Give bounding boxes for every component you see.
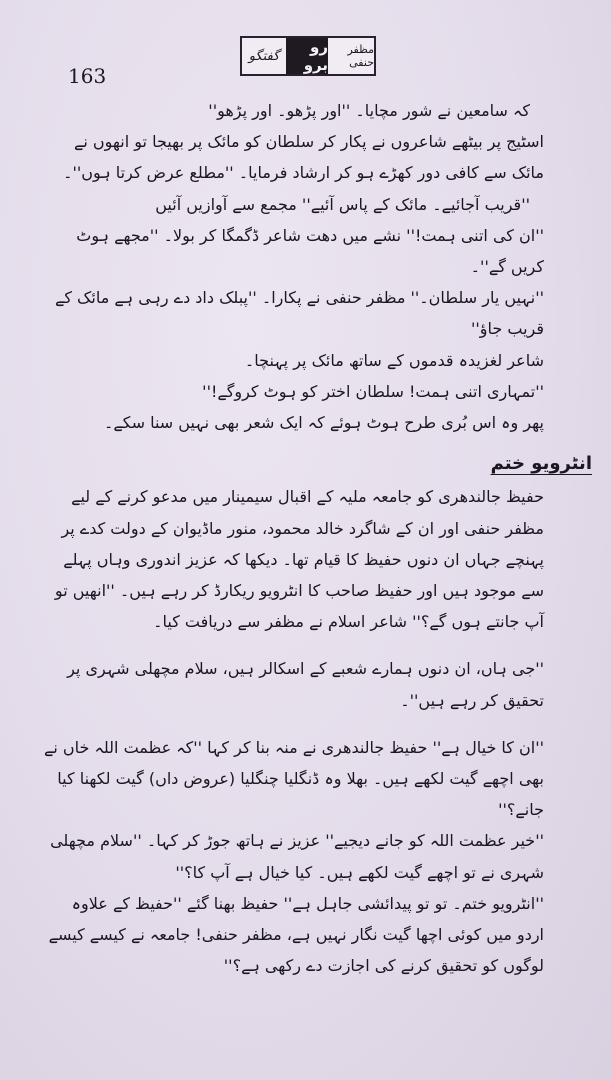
- paragraph: کہ سامعین نے شور مچایا۔ ''اور پڑھو۔ اور پڑھو'': [208, 101, 530, 120]
- paragraph: ''قریب آجائیے۔ مائک کے پاس آئیے'' مجمع سے آوازیں آئیں: [155, 194, 530, 214]
- header-series-word-b: رو برو: [286, 38, 328, 74]
- paragraph: شاعر لغزیدہ قدموں کے ساتھ مائک پر پہنچا۔: [244, 350, 544, 370]
- paragraph: ''انٹرویو ختم۔ تو تو پیدائشی جاہل ہے'' حفیظ بھنا گئے ''حفیظ کے علاوہ اردو میں کوئی اچھا گیت نگار نہیں ہے، مظفر حنفی! جامعہ نے کیسے کیسے لوگوں کو تحقیق کرنے کی اجازت دے رکھی ہے؟'': [48, 893, 544, 976]
- paragraph: ''ان کی اتنی ہمت!'' نشے میں دھت شاعر ڈگمگا کر بولا۔ ''مجھے ہوٹ کریں گے''۔: [76, 225, 544, 277]
- paragraph: ''ان کا خیال ہے'' حفیظ جالندھری نے منہ بنا کر کہا ''کہ عظمت اللہ خاں نے بھی اچھے گیت لکھے ہیں۔ بھلا وہ ڈنگلیا چنگلیا (عروض داں) گیت لکھنا کیا جانے؟'': [43, 737, 544, 820]
- page-body: [40, 95, 592, 981]
- header-series-word-a: گفتگو: [248, 48, 280, 64]
- paragraph: ''خیر عظمت اللہ کو جانے دیجیے'' عزیز نے ہاتھ جوڑ کر کہا۔ ''سلام مچھلی شہری نے تو اچھے گیت لکھے ہیں۔ کیا خیال ہے آپ کا؟'': [50, 831, 544, 882]
- paragraph: ''جی ہاں، ان دنوں ہمارے شعبے کے اسکالر ہیں، سلام مچھلی شہری پر تحقیق کر رہے ہیں''۔: [67, 659, 544, 710]
- paragraph: اسٹیج پر بیٹھے شاعروں نے پکار کر سلطان کو مائک پر بھیجا تو انھوں نے مائک سے کافی دور کھڑے ہو کر ارشاد فرمایا۔ ''مطلع عرض کرتا ہوں''۔: [63, 132, 544, 183]
- section-heading: انٹرویو ختم: [490, 453, 592, 475]
- header-author-label: مظفر حنفی: [347, 43, 374, 69]
- page-number: 163: [68, 64, 107, 88]
- paragraph: حفیظ جالندھری کو جامعہ ملیہ کے اقبال سیمینار میں مدعو کرنے کے لیے مظفر حنفی اور ان کے شاگرد خالد محمود، منور ماڈیوان کے دولت کدے پر پہنچے جہاں ان دنوں حفیظ کا قیام تھا۔ دیکھا کہ عزیز اندوری وہاں پہلے سے موجود ہیں اور حفیظ صاحب کا انٹرویو ریکارڈ کر رہے ہیں۔ ''انھیں تو آپ جانتے ہوں گے؟'' شاعر اسلام نے مظفر سے دریافت کیا۔: [54, 487, 544, 632]
- paragraph: پھر وہ اس بُری طرح ہوٹ ہوئے کہ ایک شعر بھی نہیں سنا سکے۔: [104, 413, 544, 433]
- paragraph: ''نہیں یار سلطان۔'' مظفر حنفی نے پکارا۔ ''پبلک داد دے رہی ہے مائک کے قریب جاؤ'': [54, 288, 544, 339]
- paragraph: ''تمہاری اتنی ہمت! سلطان اختر کو ہوٹ کروگے!'': [202, 381, 544, 401]
- running-header: [240, 36, 376, 76]
